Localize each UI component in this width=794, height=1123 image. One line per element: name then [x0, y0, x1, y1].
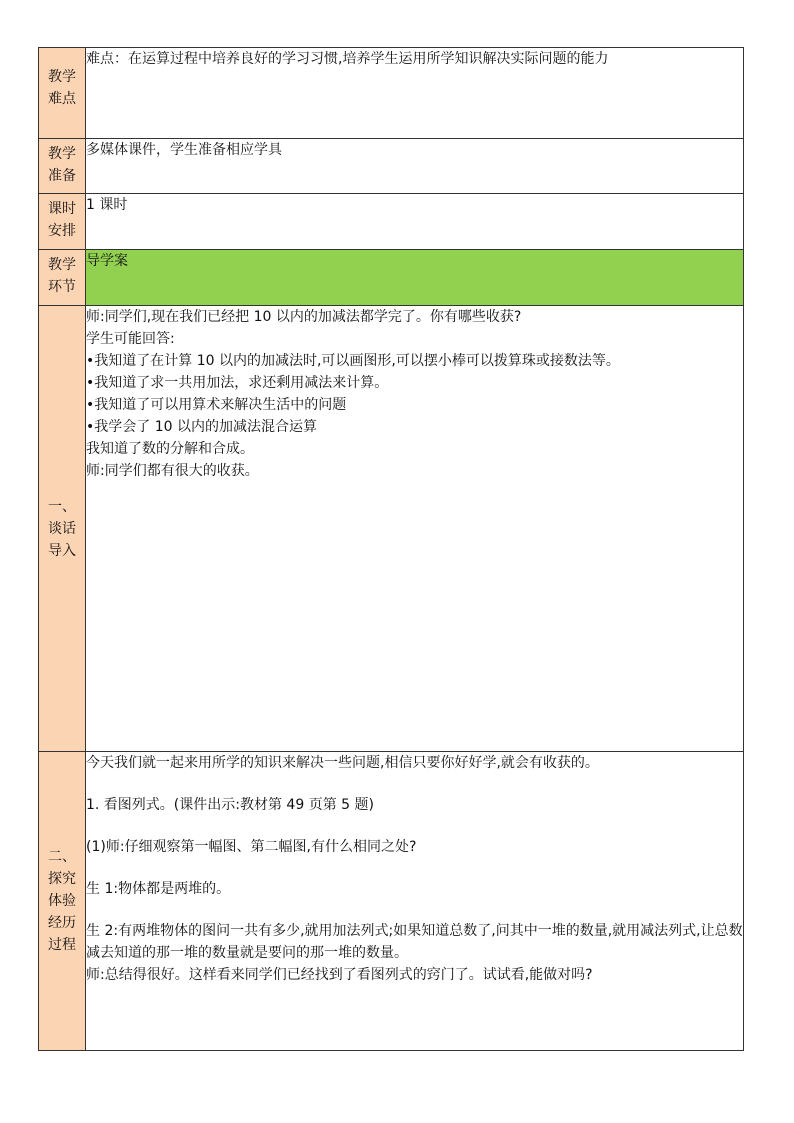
row-difficulty: [39, 48, 744, 139]
section1-paragraph: •我知道了可以用算术来解决生活中的问题: [86, 397, 347, 413]
label-schedule-text-line: 安排: [48, 223, 76, 239]
label-difficulty-text: [39, 48, 85, 110]
section1-paragraph: •我知道了求一共用加法，求还剩用减法来计算。: [86, 375, 389, 391]
section1-paragraphs: [86, 306, 743, 482]
schedule-text: 1 课时: [86, 197, 128, 213]
section1-paragraph: •我知道了在计算 10 以内的加减法时,可以画图形,可以摆小棒可以拨算珠或接数法等。: [86, 353, 620, 369]
label-difficulty-text-line: 教学: [48, 69, 76, 85]
section2-paragraph: 1. 看图列式。(课件出示:教材第 49 页第 5 题): [86, 797, 374, 813]
label-preparation-text-line: 教学: [48, 146, 76, 162]
difficulty-text: 难点：在运算过程中培养良好的学习习惯,培养学生运用所学知识解决实际问题的能力: [86, 51, 609, 67]
label-section1-text-line: 一、: [48, 498, 76, 515]
label-section2-text-line: 经历: [48, 915, 76, 931]
label-stage-text-line: 环节: [48, 279, 76, 295]
label-schedule-text-line: 课时: [48, 201, 76, 217]
section2-paragraph: (1)师:仔细观察第一幅图、第二幅图,有什么相同之处?: [86, 839, 417, 855]
row-section2: [39, 752, 744, 1051]
section1-paragraph: 师:同学们都有很大的收获。: [86, 463, 259, 479]
label-preparation: [39, 139, 86, 194]
label-section2-text-line: 二、: [48, 849, 76, 865]
preparation-text: 多媒体课件，学生准备相应学具: [86, 142, 282, 158]
lesson-plan-table: [38, 47, 744, 1051]
label-stage-text-line: 教学: [48, 257, 76, 273]
row-preparation: [39, 139, 744, 194]
label-section1-text: [39, 496, 85, 562]
content-schedule: [86, 194, 744, 250]
stage-text: 导学案: [86, 253, 128, 269]
label-section1: [39, 306, 86, 752]
label-stage: [39, 250, 86, 306]
section2-paragraph: 师:总结得很好。这样看来同学们已经找到了看图列式的窍门了。试试看,能做对吗?: [86, 967, 593, 983]
content-preparation: [86, 139, 744, 194]
row-section1: [39, 306, 744, 752]
label-difficulty: [39, 48, 86, 139]
section2-paragraph: 生 1:物体都是两堆的。: [86, 881, 231, 897]
label-section2-text: [39, 846, 85, 956]
label-preparation-text: [39, 139, 85, 187]
content-section1: [86, 306, 744, 752]
content-difficulty: [86, 48, 744, 139]
label-section2-text-line: 体验: [48, 893, 76, 909]
label-schedule: [39, 194, 86, 250]
label-schedule-text: [39, 194, 85, 242]
label-section1-text-line: 导入: [48, 542, 76, 559]
label-section2-text-line: 探究: [48, 871, 76, 887]
label-section2: [39, 752, 86, 1051]
row-stage: [39, 250, 744, 306]
section2-paragraphs: [86, 752, 743, 986]
label-stage-text: [39, 250, 85, 298]
section1-paragraph: 学生可能回答:: [86, 331, 175, 347]
content-section2: [86, 752, 744, 1051]
section2-paragraph: 今天我们就一起来用所学的知识来解决一些问题,相信只要你好好学,就会有收获的。: [86, 755, 599, 771]
section2-paragraph: 生 2:有两堆物体的图问一共有多少,就用加法列式;如果知道总数了,问其中一堆的数量,就用减法列式,让总数减去知道的那一堆的数量就是要问的那一堆的数量。: [86, 923, 743, 961]
section1-paragraph: •我学会了 10 以内的加减法混合运算: [86, 419, 317, 435]
content-stage: [86, 250, 744, 306]
label-difficulty-text-line: 难点: [48, 91, 76, 107]
row-schedule: [39, 194, 744, 250]
label-section1-text-line: 谈话: [48, 520, 76, 537]
label-preparation-text-line: 准备: [48, 168, 76, 184]
section1-paragraph: 我知道了数的分解和合成。: [86, 441, 254, 457]
section1-paragraph: 师:同学们,现在我们已经把 10 以内的加减法都学完了。你有哪些收获?: [86, 309, 522, 325]
label-section2-text-line: 过程: [48, 937, 76, 953]
